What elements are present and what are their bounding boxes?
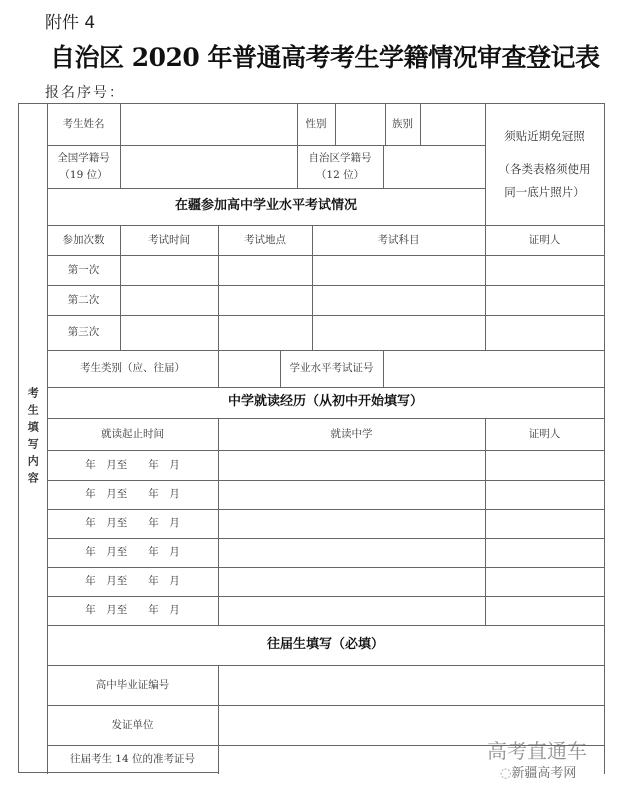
national-id-text: 全国学籍号 bbox=[57, 151, 110, 164]
cert-no-field[interactable] bbox=[383, 350, 605, 388]
exam-row-label: 第三次 bbox=[47, 315, 121, 351]
side-label: 考生填写内容 bbox=[26, 386, 40, 489]
exam-witness-field[interactable] bbox=[485, 285, 605, 316]
school-col-witness: 证明人 bbox=[485, 418, 605, 451]
ethnicity-field[interactable] bbox=[420, 103, 486, 146]
school-name-field[interactable] bbox=[218, 480, 486, 510]
past-section-header: 往届生填写（必填） bbox=[47, 625, 605, 666]
region-id-label bbox=[297, 145, 384, 189]
exam-place-field[interactable] bbox=[218, 285, 313, 316]
photo-note-2: （各类表格须使用 bbox=[498, 161, 591, 176]
school-name-field[interactable] bbox=[218, 596, 486, 626]
school-witness-field[interactable] bbox=[485, 450, 605, 481]
region-id-field[interactable] bbox=[383, 145, 486, 189]
exam-witness-field[interactable] bbox=[485, 255, 605, 286]
watermark-line2 bbox=[500, 762, 576, 781]
exam-place-field[interactable] bbox=[218, 315, 313, 351]
school-witness-field[interactable] bbox=[485, 596, 605, 626]
school-section-header: 中学就读经历（从初中开始填写） bbox=[47, 387, 605, 419]
school-col-period: 就读起止时间 bbox=[47, 418, 219, 451]
exam-row-label: 第一次 bbox=[47, 255, 121, 286]
gender-field[interactable] bbox=[335, 103, 386, 146]
page-title: 自治区 2020 年普通高考考生学籍情况审查登记表 bbox=[50, 43, 600, 72]
bottom-border bbox=[18, 772, 218, 773]
school-witness-field[interactable] bbox=[485, 509, 605, 539]
school-witness-field[interactable] bbox=[485, 480, 605, 510]
reg-no-label: 报名序号： bbox=[45, 85, 125, 101]
exam-time-field[interactable] bbox=[120, 285, 219, 316]
name-field[interactable] bbox=[120, 103, 298, 146]
school-period-cell[interactable]: 年 月至 年 月 bbox=[47, 567, 219, 597]
school-name-field[interactable] bbox=[218, 450, 486, 481]
school-period-cell[interactable]: 年 月至 年 月 bbox=[47, 538, 219, 568]
exam-col-witness: 证明人 bbox=[485, 225, 605, 256]
grad-cert-label: 高中毕业证编号 bbox=[47, 665, 219, 706]
watermark-line2-text: 新疆高考网 bbox=[511, 766, 577, 781]
photo-note-1: 须贴近期免冠照 bbox=[504, 128, 585, 143]
national-id-note: （19 位） bbox=[59, 168, 108, 181]
grad-cert-field[interactable] bbox=[218, 665, 605, 706]
attachment-label: 附件 4 bbox=[45, 13, 96, 33]
region-id-note: （12 位） bbox=[315, 168, 365, 181]
photo-note-3: 同一底片照片） bbox=[504, 184, 585, 199]
school-col-school: 就读中学 bbox=[218, 418, 486, 451]
exam-row-label: 第二次 bbox=[47, 285, 121, 316]
ethnicity-label: 族别 bbox=[385, 103, 421, 146]
exam-col-attempt: 参加次数 bbox=[47, 225, 121, 256]
exam-time-field[interactable] bbox=[120, 255, 219, 286]
school-name-field[interactable] bbox=[218, 567, 486, 597]
gender-label: 性别 bbox=[297, 103, 336, 146]
photo-box[interactable] bbox=[485, 103, 605, 226]
school-name-field[interactable] bbox=[218, 509, 486, 539]
watermark-line1: 高考直通车 bbox=[487, 739, 587, 763]
admission-no-label: 往届考生 14 位的准考证号 bbox=[47, 745, 219, 774]
school-period-cell[interactable]: 年 月至 年 月 bbox=[47, 450, 219, 481]
national-id-label bbox=[47, 145, 121, 189]
school-period-cell[interactable]: 年 月至 年 月 bbox=[47, 596, 219, 626]
exam-witness-field[interactable] bbox=[485, 315, 605, 351]
exam-subject-field[interactable] bbox=[312, 285, 486, 316]
national-id-field[interactable] bbox=[120, 145, 298, 189]
exam-col-subject: 考试科目 bbox=[312, 225, 486, 256]
category-field[interactable] bbox=[218, 350, 281, 388]
exam-col-place: 考试地点 bbox=[218, 225, 313, 256]
school-period-cell[interactable]: 年 月至 年 月 bbox=[47, 480, 219, 510]
exam-section-header: 在疆参加高中学业水平考试情况 bbox=[47, 188, 486, 226]
school-name-field[interactable] bbox=[218, 538, 486, 568]
school-period-cell[interactable]: 年 月至 年 月 bbox=[47, 509, 219, 539]
exam-subject-field[interactable] bbox=[312, 315, 486, 351]
issuer-label: 发证单位 bbox=[47, 705, 219, 746]
name-label: 考生姓名 bbox=[47, 103, 121, 146]
region-id-text: 自治区学籍号 bbox=[308, 151, 372, 164]
cert-no-label: 学业水平考试证号 bbox=[280, 350, 384, 388]
exam-time-field[interactable] bbox=[120, 315, 219, 351]
school-witness-field[interactable] bbox=[485, 567, 605, 597]
exam-subject-field[interactable] bbox=[312, 255, 486, 286]
school-witness-field[interactable] bbox=[485, 538, 605, 568]
category-label: 考生类别（应、往届） bbox=[47, 350, 219, 388]
exam-col-time: 考试时间 bbox=[120, 225, 219, 256]
side-label-cell bbox=[18, 103, 48, 773]
wechat-icon: ◌ bbox=[500, 766, 512, 781]
exam-place-field[interactable] bbox=[218, 255, 313, 286]
